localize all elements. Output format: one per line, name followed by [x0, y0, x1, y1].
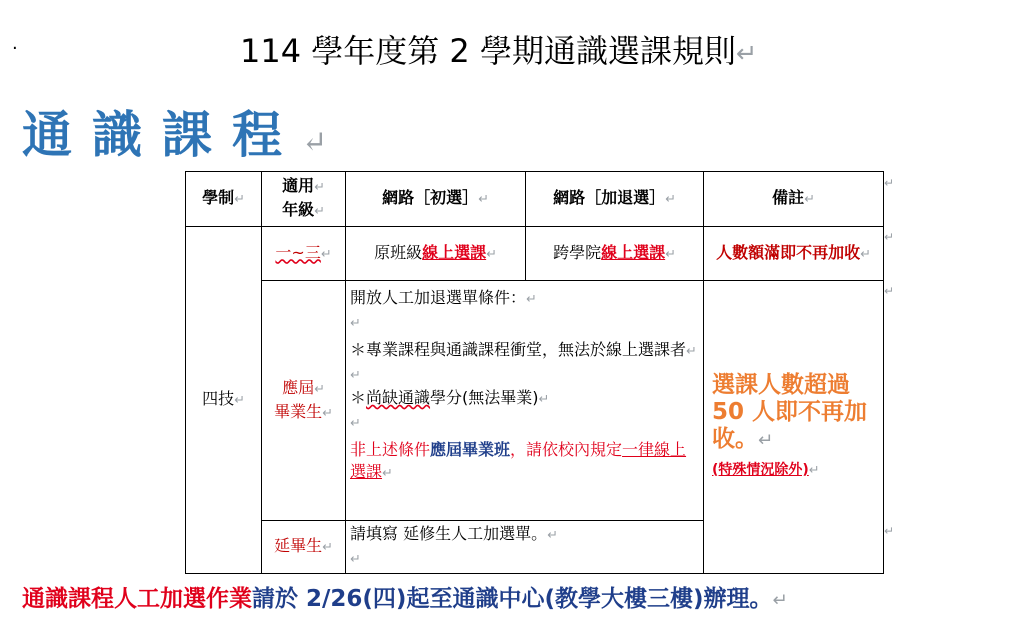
extended-student-cell: 請填寫 延修生人工加選單。↵ ↵ [346, 521, 704, 574]
footer-note: 通識課程人工加選作業請於 2/26(四)起至通識中心(教學大樓三樓)辦理。↵ [22, 586, 788, 612]
table-header-row [186, 172, 884, 227]
document-title-text: 114 學年度第 2 學期通識選課規則 [240, 32, 736, 70]
table-row [186, 227, 884, 281]
initial-select-cell: 原班級線上選課↵ [346, 227, 526, 281]
year-cell-1-3: 一~三↵ [262, 227, 346, 281]
paragraph-mark-icon: ↵ [302, 125, 328, 160]
row-end-mark-icon: ↵ [884, 284, 895, 298]
document-title [240, 28, 757, 77]
section-heading [22, 104, 327, 174]
header-online-initial: 網路［初選］↵ [346, 172, 526, 227]
online-select-link: 線上選課 [601, 242, 666, 262]
year-cell-graduating: 應屆↵ 畢業生↵ [262, 281, 346, 521]
course-rules-table [185, 171, 884, 574]
year-cell-extended: 延畢生↵ [262, 521, 346, 574]
header-remarks: 備註↵ [704, 172, 884, 227]
bullet-mark: · [12, 38, 18, 59]
row-end-mark-icon: ↵ [884, 230, 895, 244]
remark-cell-full: 人數額滿即不再加收↵ [704, 227, 884, 281]
row-end-mark-icon: ↵ [884, 524, 895, 538]
table-row [186, 281, 884, 521]
header-school-system: 學制↵ [186, 172, 262, 227]
header-online-add-drop: 網路［加退選］↵ [526, 172, 704, 227]
conditions-cell: 開放人工加退選單條件：↵ ↵ ＊專業課程與通識課程衝堂，無法於線上選課者↵ ↵ ＊尚缺通識學分(無法畢業)↵ ↵ 非上述條件應屆畢業班，請依校內規定一律線上選課↵ [346, 281, 704, 521]
online-select-link: 線上選課 [422, 242, 487, 262]
add-drop-cell: 跨學院線上選課↵ [526, 227, 704, 281]
paragraph-mark-icon: ↵ [735, 39, 758, 69]
remark-cell-limit: 選課人數超過 50 人即不再加收。↵ (特殊情況除外)↵ [704, 281, 884, 574]
header-applicable-year: 適用↵ 年級↵ [262, 172, 346, 227]
row-end-mark-icon: ↵ [884, 176, 895, 190]
section-heading-text: 通識課程 [22, 105, 302, 164]
school-system-cell: 四技↵ [186, 227, 262, 574]
